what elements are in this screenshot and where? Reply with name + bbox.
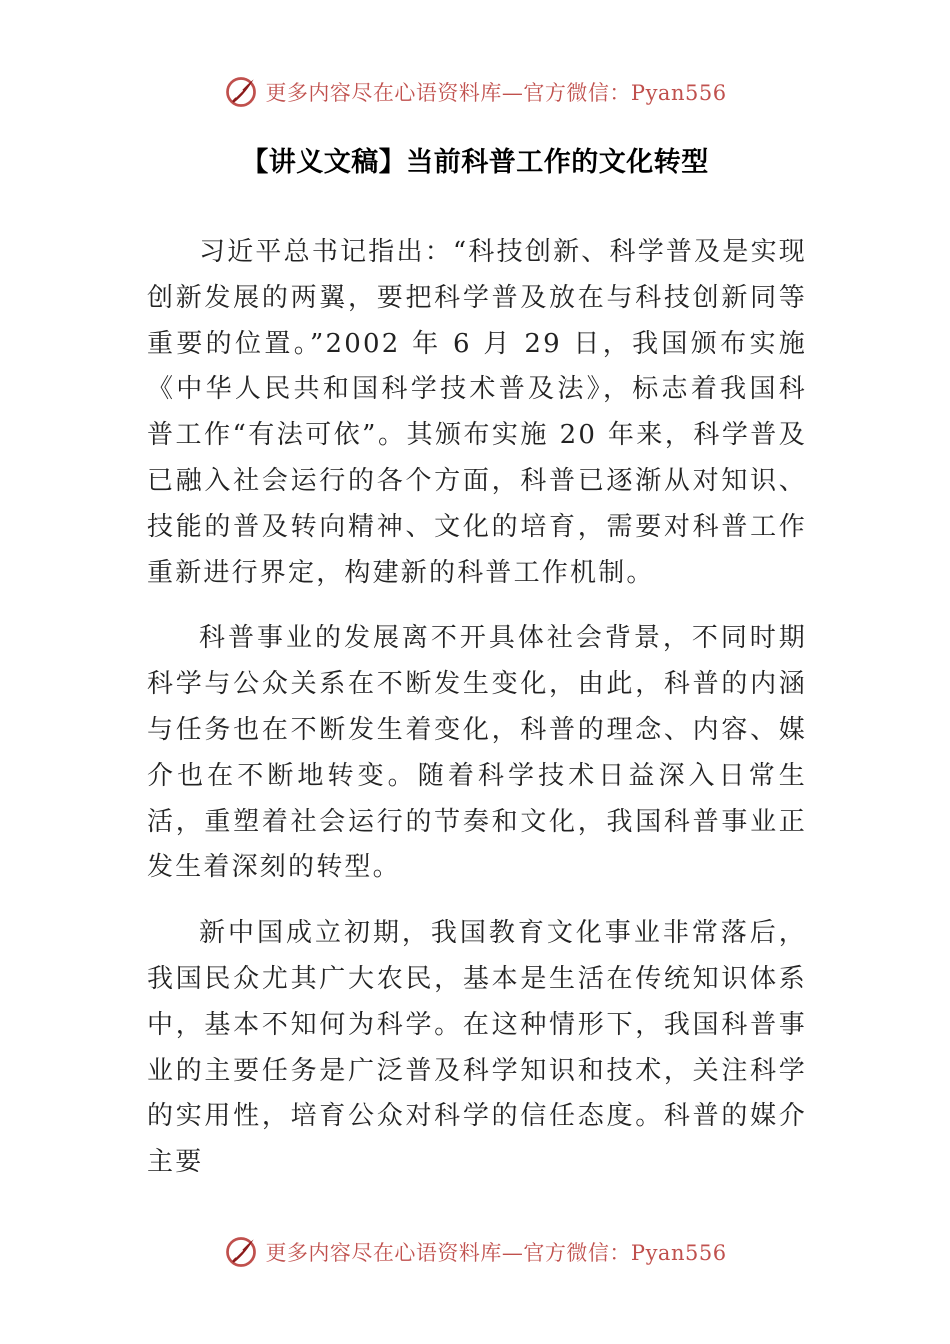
page-footer-banner [0, 1232, 950, 1272]
quill-logo-icon [223, 74, 259, 110]
paragraph-3: 新中国成立初期，我国教育文化事业非常落后，我国民众尤其广大农民，基本是生活在传统知识体系中，基本不知何为科学。在这种情形下，我国科普事业的主要任务是广泛普及科学知识和技术，关注科学的实用性，培育公众对科学的信任态度。科普的媒介主要 [147, 918, 807, 1178]
document-body [147, 230, 807, 1206]
quill-logo-icon [223, 1234, 259, 1270]
footer-banner-text: 更多内容尽在心语资料库—官方微信：Pyan556 [265, 1241, 727, 1265]
document-title: 【讲义文稿】当前科普工作的文化转型 [241, 147, 709, 178]
paragraph-2: 科普事业的发展离不开具体社会背景，不同时期科学与公众关系在不断发生变化，由此，科普的内涵与任务也在不断发生着变化，科普的理念、内容、媒介也在不断地转变。随着科学技术日益深入日常生活，重塑着社会运行的节奏和文化，我国科普事业正发生着深刻的转型。 [147, 623, 807, 883]
paragraph-1: 习近平总书记指出：“科技创新、科学普及是实现创新发展的两翼，要把科学普及放在与科技创新同等重要的位置。”2002 年 6 月 29 日，我国颁布实施《中华人民共和国科学技术普及法》，标志着我国科普工作“有法可依”。其颁布实施 20 年来，科学普及已融入社会运行的各个方面，科普已逐渐从对知识、技能的普及转向精神、文化的培育，需要对科普工作重新进行界定，构建新的科普工作机制。 [147, 237, 807, 588]
page-header-banner [0, 72, 950, 112]
header-banner-text: 更多内容尽在心语资料库—官方微信：Pyan556 [265, 81, 727, 105]
